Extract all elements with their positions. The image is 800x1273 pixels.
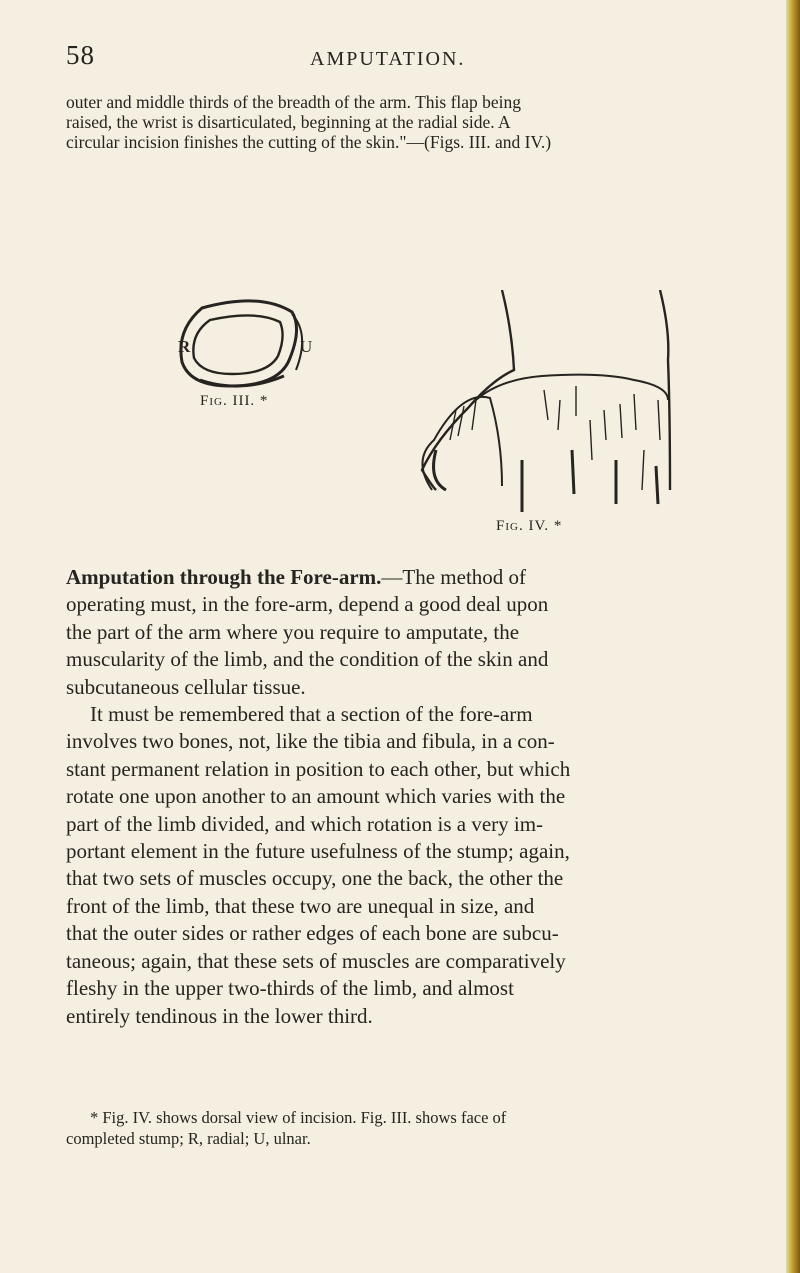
finger-stubs	[522, 450, 658, 512]
tendon-hatching	[450, 386, 660, 490]
page-edge-shadow	[786, 0, 800, 1273]
figure-4-caption: Fig. IV. *	[496, 518, 563, 534]
paragraph-line: taneous; again, that these sets of muscles are comparatively	[66, 948, 566, 973]
paragraph-line: part of the limb divided, and which rotation is a very im-	[66, 811, 544, 836]
footnote	[66, 1107, 738, 1149]
running-head: AMPUTATION.	[310, 48, 466, 70]
page-number: 58	[66, 40, 95, 70]
section-forearm-amputation	[66, 564, 742, 1030]
paragraph-line: entirely tendinous in the lower third.	[66, 1003, 373, 1028]
ulnar-label: U	[300, 337, 313, 356]
paragraph-line: stant permanent relation in position to each other, but which	[66, 756, 571, 781]
footnote-line: * Fig. IV. shows dorsal view of incision. Fig. III. shows face of	[90, 1108, 507, 1127]
intro-line: raised, the wrist is disarticulated, beginning at the radial side. A	[66, 112, 511, 132]
paragraph-line: It must be remembered that a section of the fore-arm	[90, 702, 533, 727]
paragraph-line: involves two bones, not, like the tibia and fibula, in a con-	[66, 729, 555, 754]
figure-4-illustration	[372, 290, 682, 530]
footnote-line: completed stump; R, radial; U, ulnar.	[66, 1129, 311, 1148]
radial-label: R	[178, 337, 191, 356]
first-line	[66, 564, 742, 591]
paragraph-line: rotate one upon another to an amount which varies with the	[66, 784, 566, 809]
paragraph-line: that the outer sides or rather edges of each bone are subcu-	[66, 921, 559, 946]
paragraph-line: that two sets of muscles occupy, one the back, the other the	[66, 866, 564, 891]
first-line-text: —The method of	[381, 565, 527, 589]
figure-3-caption: Fig. III. *	[200, 393, 269, 409]
stump-outline-inner	[193, 315, 282, 374]
page-header	[66, 40, 716, 80]
paragraph-line: operating must, in the fore-arm, depend a good deal upon	[66, 592, 549, 617]
intro-line: outer and middle thirds of the breadth of the arm. This flap being	[66, 92, 522, 112]
intro-paragraph	[66, 92, 738, 152]
section-heading: Amputation through the Fore-arm.	[66, 565, 382, 589]
paragraph-line: portant element in the future usefulness of the stump; again,	[66, 839, 570, 864]
paragraph-line: fleshy in the upper two-thirds of the limb, and almost	[66, 976, 514, 1001]
paragraph-line: muscularity of the limb, and the condition of the skin and	[66, 647, 549, 672]
thumb-outline	[434, 450, 446, 490]
paragraph-line: the part of the arm where you require to amputate, the	[66, 619, 520, 644]
paragraph-line: subcutaneous cellular tissue.	[66, 674, 306, 699]
paragraph-line: front of the limb, that these two are unequal in size, and	[66, 893, 535, 918]
intro-line: circular incision finishes the cutting of the skin."—(Figs. III. and IV.)	[66, 132, 552, 152]
